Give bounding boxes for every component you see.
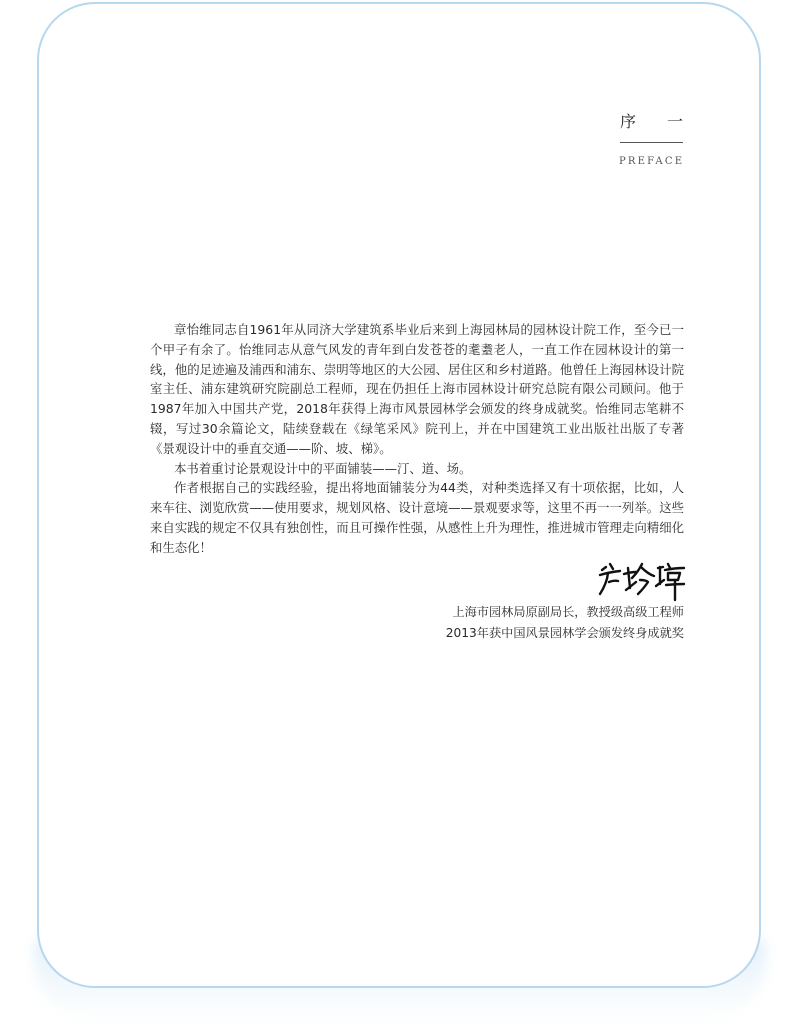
paragraph-1: 章怡维同志自1961年从同济大学建筑系毕业后来到上海园林局的园林设计院工作，至今已一个甲子有余了。怡维同志从意气风发的青年到白发苍苍的耄耋老人，一直工作在园林设计的第一线，他的足迹遍及浦西和浦东、崇明等地区的大公园、居住区和乡村道路。他曾任上海园林设计院室主任、浦东建筑研究院副总工程师，现在仍担任上海市园林设计研究总院有限公司顾问。他于1987年加入中国共产党，2018年获得上海市风景园林学会颁发的终身成就奖。怡维同志笔耕不辍，写过30余篇论文，陆续登载在《绿笔采风》院刊上，并在中国建筑工业出版社出版了专著《景观设计中的垂直交通——阶、坡、梯》。 bbox=[150, 322, 684, 456]
preface-body bbox=[150, 320, 684, 558]
paragraph-3: 作者根据自己的实践经验，提出将地面铺装分为44类，对种类选择又有十项依据，比如，人来车往、浏览欣赏——使用要求，规划风格、设计意境——景观要求等，这里不再一一列举。这些来自实践的规定不仅具有独创性，而且可操作性强，从感性上升为理性，推进城市管理走向精细化和生态化！ bbox=[150, 480, 684, 555]
heading-char-1: 序 bbox=[620, 112, 637, 131]
heading-char-2: 一 bbox=[666, 112, 683, 131]
author-title: 上海市园林局原副局长，教授级高级工程师 bbox=[452, 605, 684, 619]
author-award: 2013年获中国风景园林学会颁发终身成就奖 bbox=[445, 626, 684, 640]
paragraph-2: 本书着重讨论景观设计中的平面铺装——汀、道、场。 bbox=[174, 460, 472, 476]
preface-subtitle: PREFACE bbox=[619, 156, 685, 167]
handwritten-signature bbox=[596, 558, 688, 602]
heading-divider bbox=[620, 142, 683, 143]
preface-heading bbox=[620, 112, 683, 132]
